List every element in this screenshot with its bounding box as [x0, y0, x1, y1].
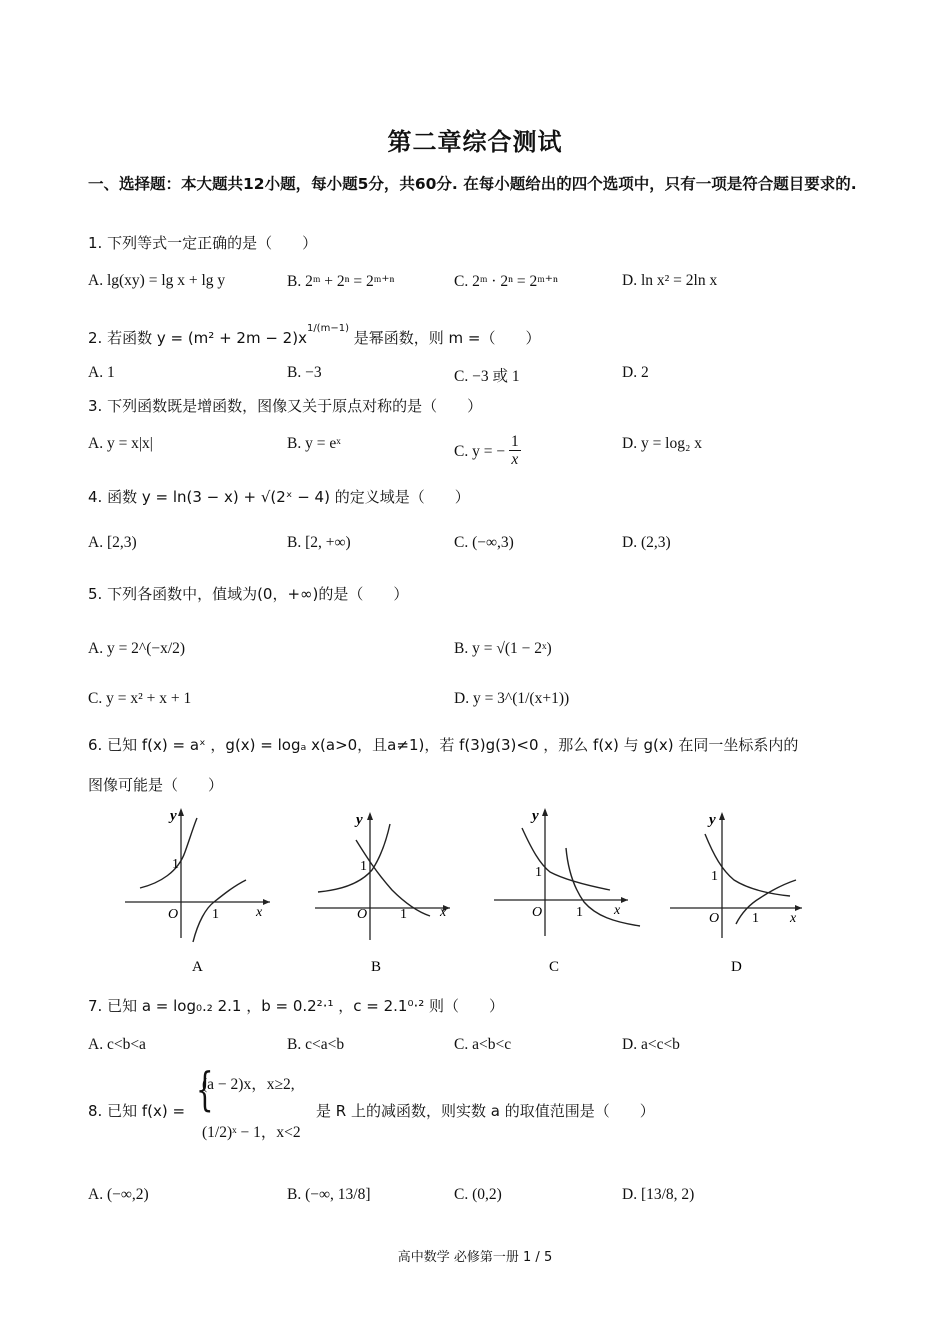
q8-option-d: D. [13/8, 2): [622, 1186, 695, 1203]
q8-case-1: (a − 2)x，x≥2,: [202, 1076, 295, 1093]
graph-d-log-curve: [736, 880, 796, 924]
q4-option-c: C. (−∞,3): [454, 534, 514, 551]
q5-option-b: B. y = √(1 − 2ˣ): [454, 640, 552, 657]
graph-d-y-label: y: [709, 812, 716, 828]
graph-d-one-y: 1: [711, 869, 718, 884]
q4-option-b: B. [2, +∞): [287, 534, 351, 551]
q4-option-a: A. [2,3): [88, 534, 137, 551]
q2-option-a: A. 1: [88, 364, 115, 381]
graph-c-exp-curve: [522, 828, 610, 890]
graph-d-caption: D: [731, 959, 742, 975]
q1-option-a: A. lg(xy) = lg x + lg y: [88, 272, 226, 289]
q6-graphs: [0, 800, 950, 980]
q5-option-a: A. y = 2^(−x/2): [88, 640, 186, 657]
question-6-line-2: 图像可能是（ ）: [88, 776, 224, 794]
graph-a-y-label: y: [170, 808, 177, 824]
graph-b-origin: O: [357, 907, 368, 922]
q3-option-d: D. y = log₂ x: [622, 435, 703, 452]
q2-exponent: 1/(m−1): [306, 323, 349, 334]
question-2: [88, 323, 541, 348]
graph-b-exp-curve: [318, 824, 390, 892]
q1-option-b: B. 2ᵐ + 2ⁿ = 2ᵐ⁺ⁿ: [287, 273, 395, 290]
graph-b-caption: B: [371, 959, 382, 975]
graph-c-x-label: x: [614, 903, 621, 918]
graph-a-one-x: 1: [212, 907, 219, 922]
q2-stem-post: 是幂函数，则 m =（ ）: [348, 329, 541, 347]
question-3: 3. 下列函数既是增函数，图像又关于原点对称的是（ ）: [88, 397, 483, 415]
graph-a-x-label: x: [256, 905, 263, 920]
graph-c-y-label: y: [532, 808, 539, 824]
graph-a-caption: A: [192, 959, 203, 975]
q3-c-denominator: x: [511, 451, 519, 468]
page-title: 第二章综合测试: [387, 128, 563, 156]
page-footer: 高中数学 必修第一册 1 / 5: [397, 1250, 553, 1265]
graph-d-x-label: x: [790, 911, 797, 926]
question-5: 5. 下列各函数中，值域为(0，+∞)的是（ ）: [88, 585, 409, 603]
graph-d: [670, 812, 802, 975]
question-4: 4. 函数 y = ln(3 − x) + √(2ˣ − 4) 的定义域是（ ）: [88, 488, 470, 506]
question-1: 1. 下列等式一定正确的是（ ）: [88, 234, 318, 252]
graph-b-one-x: 1: [400, 907, 407, 922]
graph-c-one-y: 1: [535, 865, 542, 880]
graph-a-log-curve: [193, 880, 246, 942]
question-6-line-1: 6. 已知 f(x) = aˣ ，g(x) = logₐ x(a>0，且a≠1)，若 f(3)g(3)<0 ，那么 f(x) 与 g(x) 在同一坐标系内的: [88, 736, 799, 754]
q3-option-b: B. y = eˣ: [287, 435, 341, 452]
graph-d-origin: O: [709, 911, 720, 926]
graph-d-one-x: 1: [752, 911, 759, 926]
graph-b-one-y: 1: [360, 859, 367, 874]
graph-c-one-x: 1: [576, 905, 583, 920]
q1-option-d: D. ln x² = 2ln x: [622, 272, 718, 289]
graph-a-origin: O: [168, 907, 179, 922]
graph-b: [315, 812, 450, 975]
question-8-stem-post: 是 R 上的减函数，则实数 a 的取值范围是（ ）: [316, 1102, 655, 1120]
graph-a-one-y: 1: [172, 857, 179, 872]
q7-option-d: D. a<c<b: [622, 1036, 680, 1053]
q2-stem-pre: 2. 若函数 y = (m² + 2m − 2)x: [88, 329, 307, 347]
q2-option-b: B. −3: [287, 364, 322, 381]
q8-option-b: B. (−∞, 13/8]: [287, 1186, 371, 1203]
q3-c-numerator: 1: [510, 433, 519, 450]
q3-option-c-pre: C. y = −: [454, 443, 506, 461]
graph-b-x-label: x: [440, 905, 447, 920]
q4-option-d: D. (2,3): [622, 534, 671, 551]
graph-c-caption: C: [549, 959, 560, 975]
graph-c-origin: O: [532, 905, 543, 920]
q7-option-a: A. c<b<a: [88, 1036, 146, 1053]
q2-option-c: C. −3 或 1: [454, 368, 520, 385]
q5-option-d: D. y = 3^(1/(x+1)): [454, 690, 570, 707]
q5-option-c: C. y = x² + x + 1: [88, 690, 192, 707]
q3-option-a: A. y = x|x|: [88, 435, 153, 452]
question-7: 7. 已知 a = log₀.₂ 2.1 ，b = 0.2²·¹ ，c = 2.1⁰·² 则（ ）: [88, 997, 505, 1015]
section-heading: 一、选择题：本大题共12小题，每小题5分，共60分. 在每小题给出的四个选项中，只有一项是符合题目要求的.: [88, 175, 857, 193]
graph-a-exp-curve: [140, 818, 197, 888]
graph-d-exp-curve: [705, 834, 790, 896]
q1-option-c: C. 2ᵐ · 2ⁿ = 2ᵐ⁺ⁿ: [454, 273, 558, 290]
q7-option-c: C. a<b<c: [454, 1036, 512, 1053]
q8-option-a: A. (−∞,2): [88, 1186, 149, 1203]
graph-a: [125, 808, 270, 975]
q8-option-c: C. (0,2): [454, 1186, 502, 1203]
graph-c: [494, 808, 640, 975]
graph-b-log-curve: [356, 840, 430, 916]
q7-option-b: B. c<a<b: [287, 1036, 345, 1053]
q3-option-c: [454, 435, 521, 470]
q2-option-d: D. 2: [622, 364, 649, 381]
q8-case-2: (1/2)ˣ − 1，x<2: [202, 1124, 301, 1141]
graph-b-y-label: y: [356, 812, 363, 828]
q8-brace: {: [196, 1062, 214, 1116]
question-8-stem-pre: 8. 已知 f(x) =: [88, 1102, 186, 1120]
